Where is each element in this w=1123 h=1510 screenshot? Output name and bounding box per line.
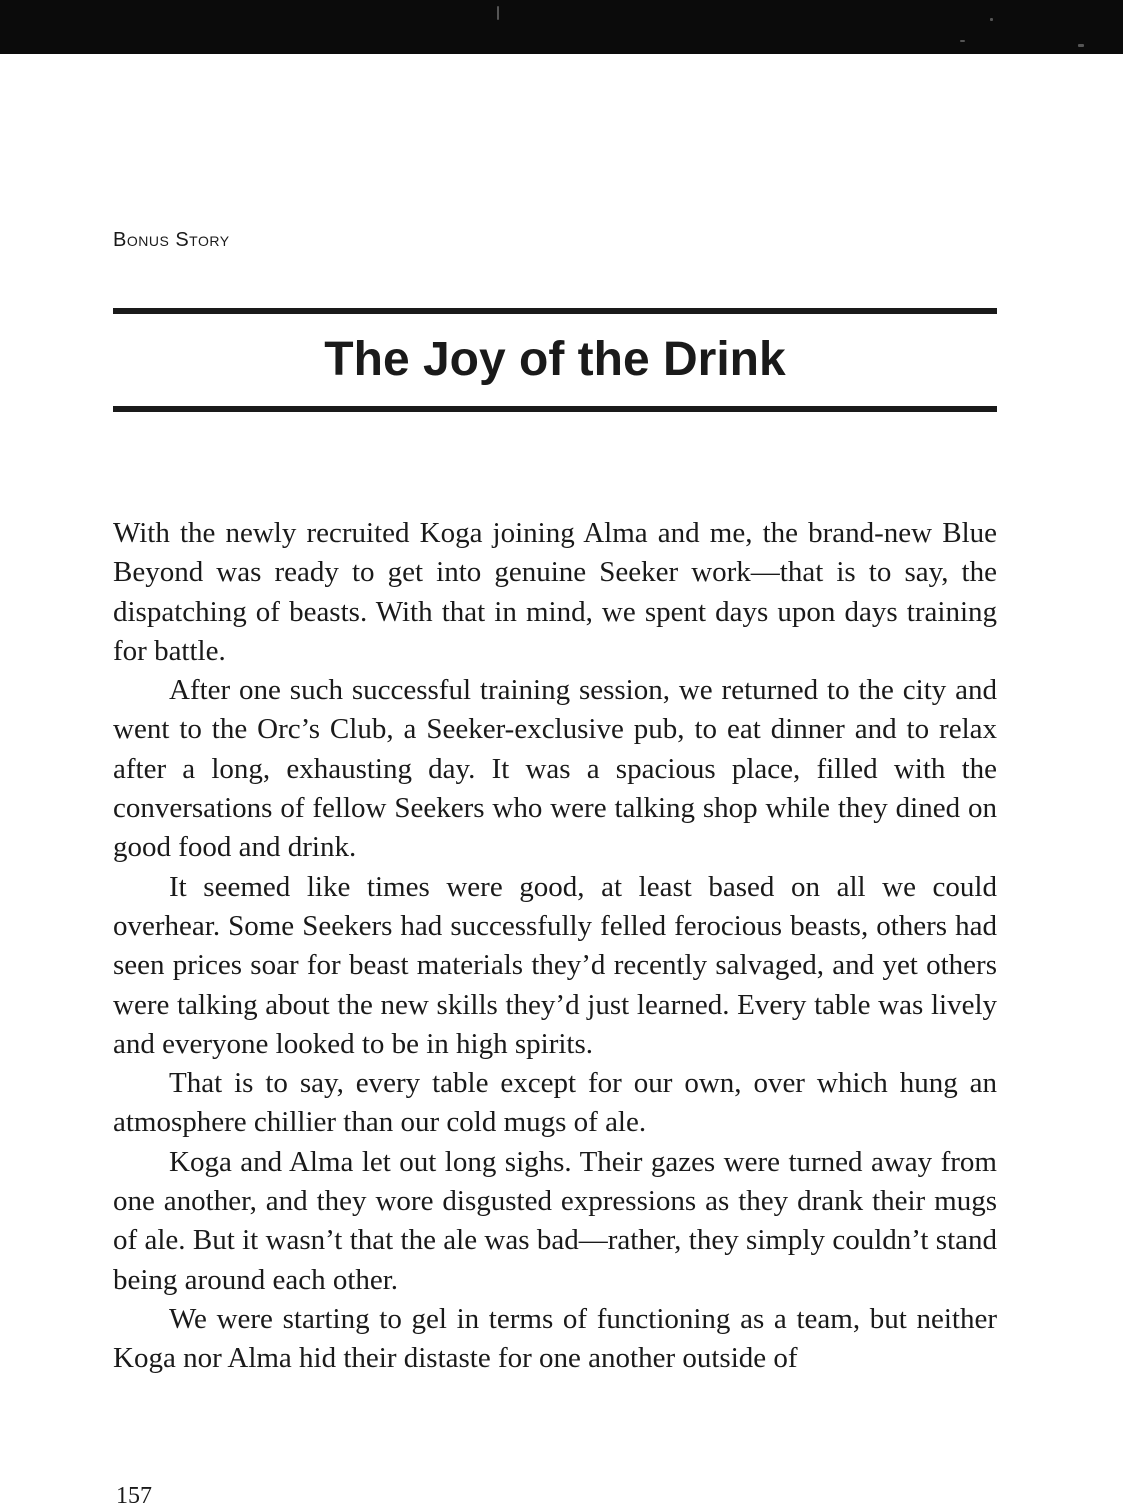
scan-speck xyxy=(1078,44,1084,47)
paragraph: Koga and Alma let out long sighs. Their gazes were turned away from one another, and they wore disgusted expressions as they drank their mugs of ale. But it wasn’t that the ale was bad—rather, they simply couldn’t stand being around each other. xyxy=(113,1145,997,1296)
scan-speck xyxy=(497,6,499,20)
paragraph: It seemed like times were good, at least based on all we could overhear. Some Seekers had successfully felled ferocious beasts, others had seen prices soar for beast materials they’d recently salvaged, and yet others were talking about the new skills they’d just learned. Every table was lively and everyone looked to be in high spirits. xyxy=(113,870,997,1060)
paragraph: That is to say, every table except for our own, over which hung an atmosphere chillier than our cold mugs of ale. xyxy=(113,1067,997,1139)
scan-speck xyxy=(990,18,993,21)
page-number: 157 xyxy=(116,1483,152,1509)
title-rule-bottom xyxy=(113,406,997,412)
section-label: Bonus Story xyxy=(113,229,230,251)
title-rule-top xyxy=(113,308,997,314)
paragraph: We were starting to gel in terms of functioning as a team, but neither Koga nor Alma hid their distaste for one another outside of xyxy=(113,1302,997,1375)
paragraph: After one such successful training session, we returned to the city and went to the Orc’s Club, a Seeker-exclusive pub, to eat dinner and to relax after a long, exhausting day. It was a spacious place, filled with the conversations of fellow Seekers who were talking shop while they dined on good food and drink. xyxy=(113,674,997,864)
scan-speck xyxy=(960,40,965,42)
chapter-title: The Joy of the Drink xyxy=(324,333,786,386)
scan-top-border xyxy=(0,0,1123,54)
body-text xyxy=(113,514,997,1379)
paragraph: With the newly recruited Koga joining Alma and me, the brand-new Blue Beyond was ready to get into genuine Seeker work—that is to say, the dispatching of beasts. With that in mind, we spent days upon days training for battle. xyxy=(113,517,997,667)
